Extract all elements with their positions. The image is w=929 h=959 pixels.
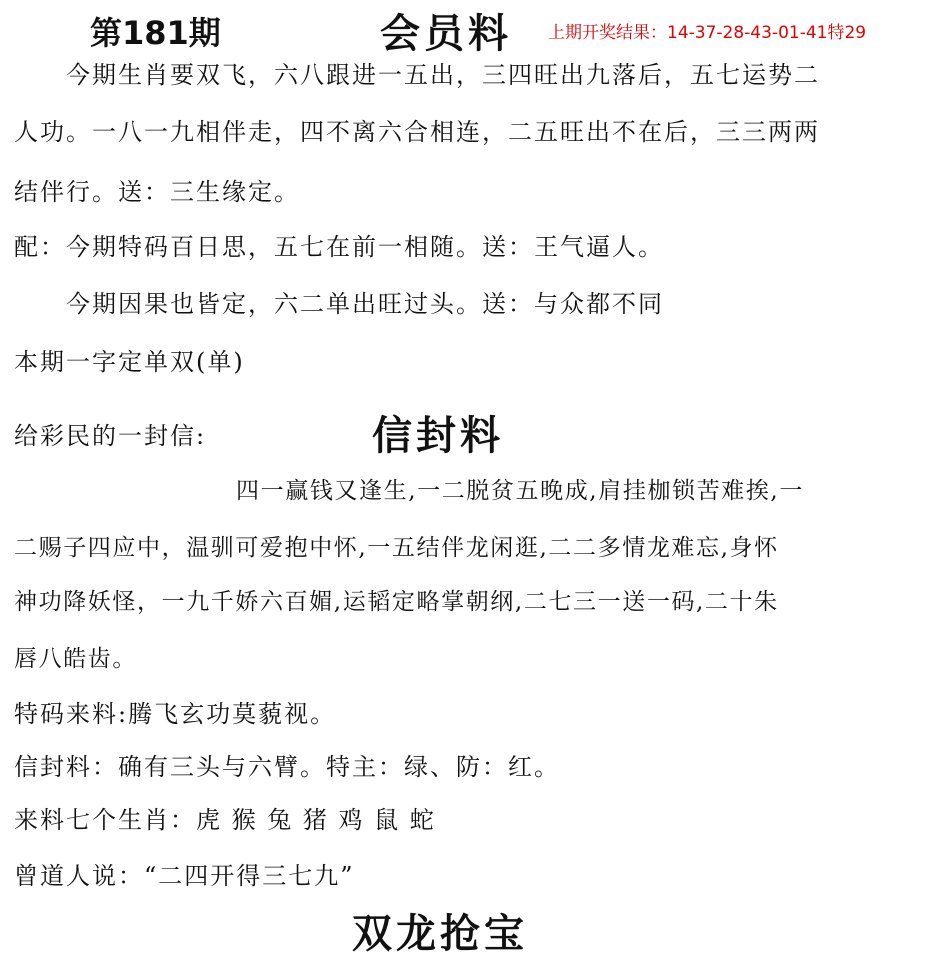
letter-line-4: 唇八皓齿。	[14, 646, 137, 672]
member-line-5: 今期因果也皆定，六二单出旺过头。送：与众都不同	[66, 290, 664, 318]
zodiac-line: 来料七个生肖：虎 猴 兔 猪 鸡 鼠 蛇	[14, 806, 436, 834]
letter-line-2: 二赐子四应中，温驯可爱抱中怀,一五结伴龙闲逛,二二多情龙难忘,身怀	[14, 535, 779, 561]
member-line-3: 结伴行。送：三生缘定。	[14, 178, 300, 206]
letter-line-3: 神功降妖怪，一九千娇六百媚,运韬定略掌朝纲,二七三一送一码,二十朱	[14, 589, 779, 615]
single-double-line: 本期一字定单双(单)	[14, 348, 245, 376]
envelope-note-line: 信封料：确有三头与六臂。特主：绿、防：红。	[14, 753, 560, 781]
member-line-2: 人功。一八一九相伴走，四不离六合相连，二五旺出不在后，三三两两	[14, 118, 820, 146]
member-line-1: 今期生肖要双飞，六八跟进一五出，三四旺出九落后，五七运势二	[66, 61, 820, 89]
quote-line: 曾道人说：“二四开得三七九”	[14, 862, 355, 890]
letter-label: 给彩民的一封信:	[14, 422, 207, 450]
special-code-line: 特码来料:腾飞玄功莫藐视。	[14, 700, 337, 728]
page-title: 会员料	[380, 11, 512, 57]
last-result: 上期开奖结果：14-37-28-43-01-41特29	[548, 23, 867, 43]
letter-line-1: 四一赢钱又逢生,一二脱贫五晚成,肩挂枷锁苦难挨,一	[236, 478, 804, 504]
issue-number: 第181期	[90, 14, 221, 52]
member-line-4: 配：今期特码百日思，五七在前一相随。送：王气逼人。	[14, 233, 664, 261]
footer-title: 双龙抢宝	[352, 911, 528, 957]
envelope-title: 信封料	[372, 413, 504, 459]
